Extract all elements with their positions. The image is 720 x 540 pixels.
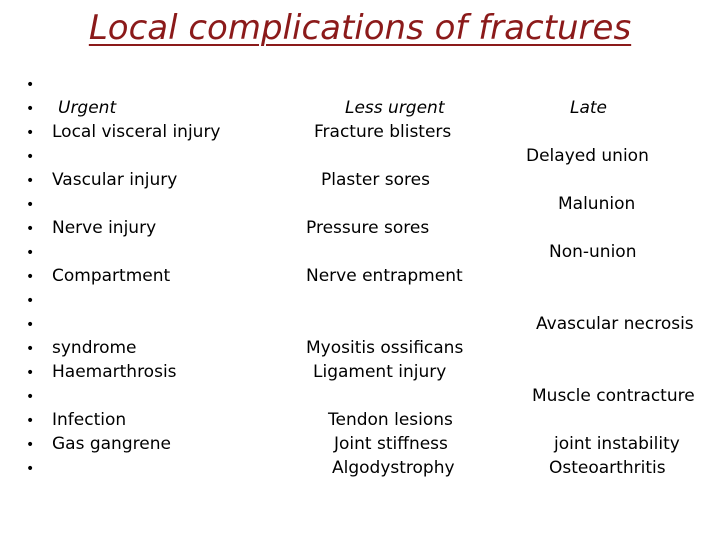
late-item: Malunion [558,194,636,214]
bullet: • [26,245,35,261]
late-header: Late [570,98,608,118]
bullet: • [26,197,35,213]
less-urgent-item: Ligament injury [313,362,447,382]
slide-title: Local complications of fractures [88,8,632,48]
urgent-item: Nerve injury [52,218,157,238]
late-item: Delayed union [526,146,649,166]
less-urgent-item: Fracture blisters [314,122,452,142]
bullet: • [26,413,35,429]
bullet: • [26,461,35,477]
urgent-item: Local visceral injury [52,122,221,142]
less-urgent-item: Plaster sores [321,170,430,190]
less-urgent-item: Joint stiffness [334,434,448,454]
bullet: • [26,125,35,141]
late-item: Osteoarthritis [549,458,666,478]
urgent-item: Compartment [52,266,171,286]
less-urgent-item: Algodystrophy [332,458,455,478]
bullet: • [26,293,35,309]
less-urgent-header: Less urgent [345,98,445,118]
bullet: • [26,77,35,93]
urgent-item: Vascular injury [52,170,178,190]
urgent-item: Haemarthrosis [52,362,177,382]
less-urgent-item: Pressure sores [306,218,430,238]
bullet: • [26,221,35,237]
less-urgent-item: Tendon lesions [328,410,453,430]
bullet: • [26,389,35,405]
bullet: • [26,173,35,189]
urgent-item: Gas gangrene [52,434,171,454]
urgent-item: syndrome [52,338,137,358]
bullet: • [26,101,35,117]
bullet: • [26,365,35,381]
less-urgent-item: Nerve entrapment [306,266,463,286]
less-urgent-item: Myositis ossificans [306,338,464,358]
late-item: joint instability [554,434,680,454]
late-item: Muscle contracture [532,386,695,406]
urgent-item: Infection [52,410,127,430]
bullet: • [26,269,35,285]
late-item: Avascular necrosis [536,314,694,334]
bullet: • [26,317,35,333]
bullet: • [26,149,35,165]
bullet: • [26,341,35,357]
bullet: • [26,437,35,453]
urgent-header: Urgent [58,98,117,118]
late-item: Non-union [549,242,637,262]
